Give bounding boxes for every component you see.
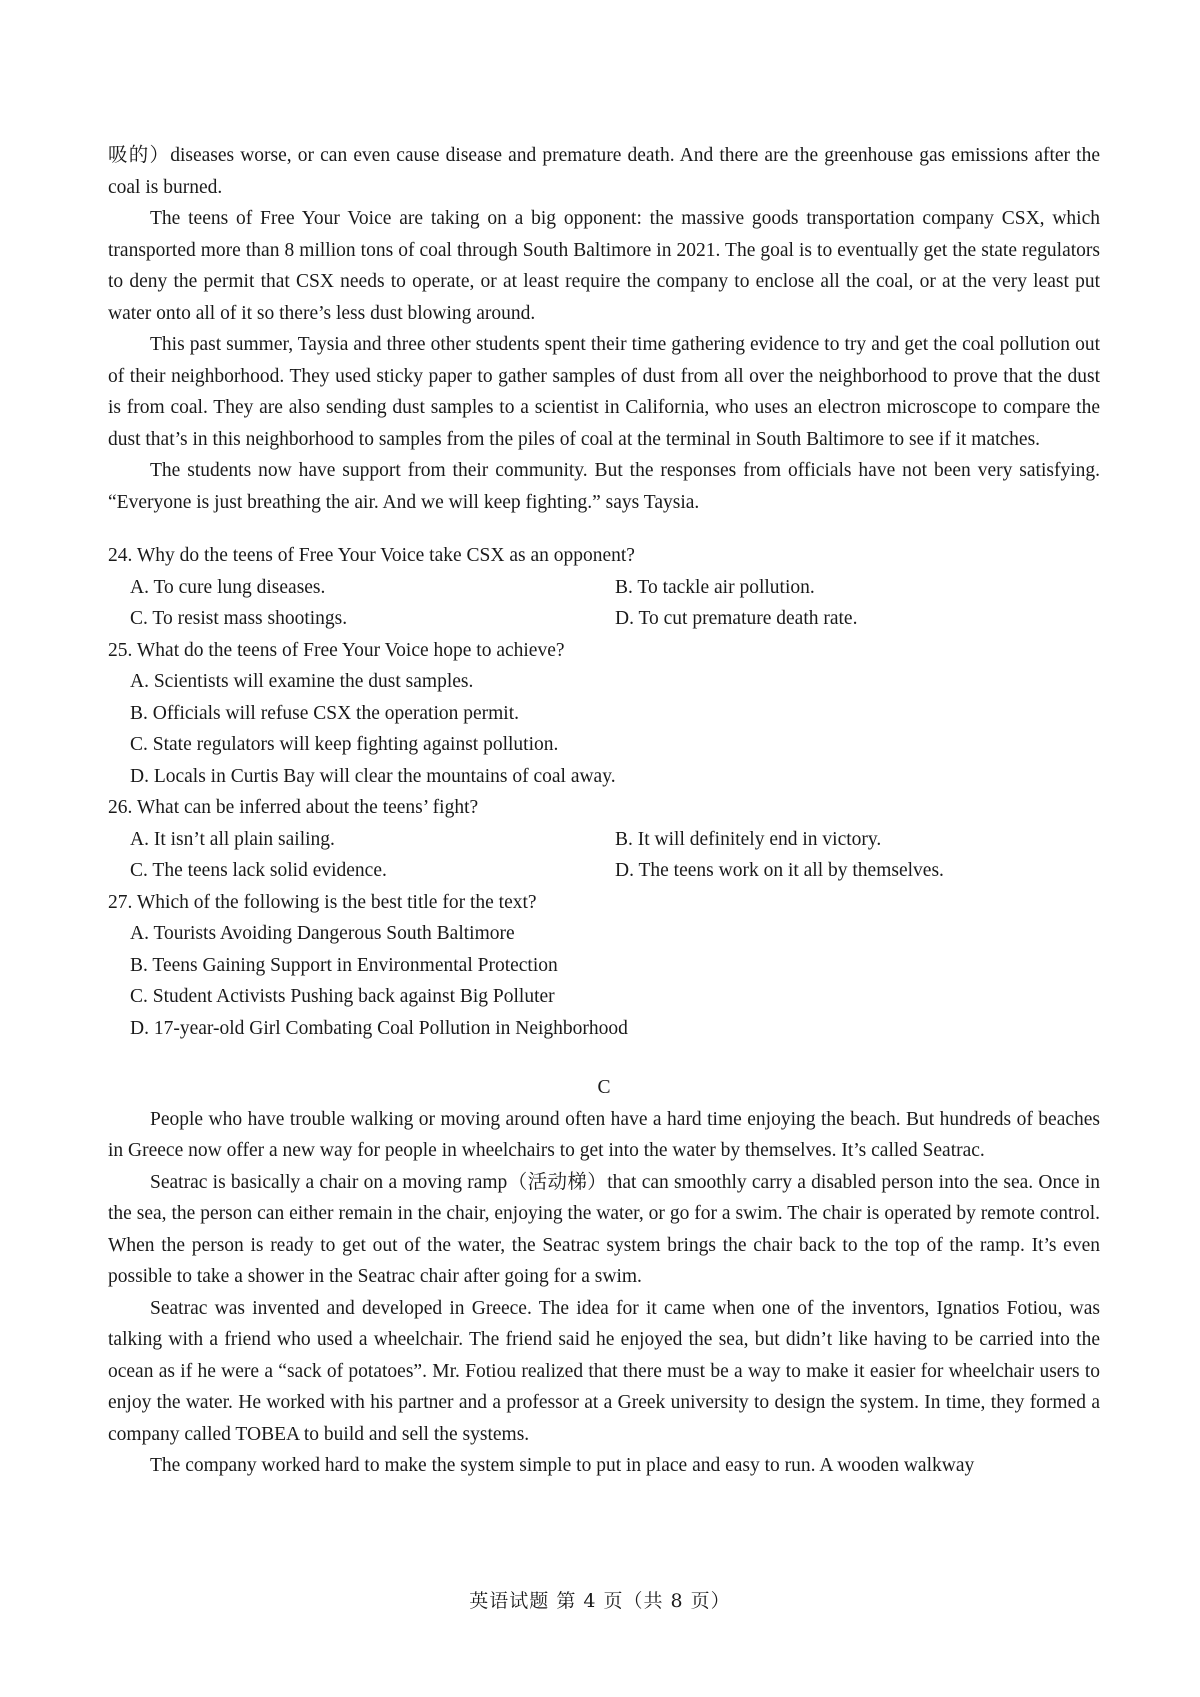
passage-b <box>108 140 1100 518</box>
question-24-option-a: A. To cure lung diseases. <box>130 576 326 598</box>
question-26-option-a: A. It isn’t all plain sailing. <box>130 828 335 850</box>
question-24-options-row-2 <box>108 603 1100 635</box>
question-27-option-a: A. Tourists Avoiding Dangerous South Baltimore <box>130 923 515 944</box>
question-26-option-d: D. The teens work on it all by themselves. <box>615 860 944 881</box>
question-24-option-b: B. To tackle air pollution. <box>615 576 815 598</box>
question-24-stem: 24. Why do the teens of Free Your Voice take CSX as an opponent? <box>108 545 635 566</box>
question-26-option-c: C. The teens lack solid evidence. <box>130 860 387 881</box>
question-24-option-c: C. To resist mass shootings. <box>130 608 348 629</box>
passage-c <box>108 1104 1100 1482</box>
passage-b-paragraph-4: The students now have support from their community. But the responses from officials have not been very satisfying. “Everyone is just breathing the air. And we will keep fighting.” says Taysia. <box>108 460 1100 513</box>
question-26-option-b: B. It will definitely end in victory. <box>615 828 882 850</box>
passage-c-paragraph-3: Seatrac was invented and developed in Greece. The idea for it came when one of the inventors, Ignatios Fotiou, was talking with a friend who used a wheelchair. The friend said he enjoyed the sea, but didn’t like having to be carried into the ocean as if he were a “sack of potatoes”. Mr. Fotiou realized that there must be a way to make it easier for wheelchair users to enjoy the water. He worked with his partner and a professor at a Greek university to design the system. In time, they formed a company called TOBEA to build and sell the systems. <box>108 1297 1100 1445</box>
passage-b-paragraph-3: This past summer, Taysia and three other students spent their time gathering evidence to try and get the coal pollution out of their neighborhood. They used sticky paper to gather samples of dust from all over the neighborhood to prove that the dust is from coal. They are also sending dust samples to a scientist in California, who uses an electron microscope to compare the dust that’s in this neighborhood to samples from the piles of coal at the terminal in South Baltimore to see if it matches. <box>108 334 1100 450</box>
question-26-options-row-2 <box>108 855 1100 887</box>
question-27-option-c: C. Student Activists Pushing back against Big Polluter <box>130 986 555 1007</box>
question-26-options-row-1 <box>108 824 1100 856</box>
page-footer: 英语试题 第 4 页（共 8 页） <box>469 1590 731 1612</box>
passage-c-paragraph-1: People who have trouble walking or moving around often have a hard time enjoying the beach. But hundreds of beaches in Greece now offer a new way for people in wheelchairs to get into the water by themselves. It’s called Seatrac. <box>108 1108 1100 1161</box>
section-heading-c: C <box>597 1077 611 1098</box>
question-25-option-b: B. Officials will refuse CSX the operation permit. <box>130 702 520 724</box>
question-26-stem: 26. What can be inferred about the teens’ fight? <box>108 797 479 818</box>
question-25-stem: 25. What do the teens of Free Your Voice hope to achieve? <box>108 639 565 661</box>
question-27-option-d: D. 17-year-old Girl Combating Coal Pollution in Neighborhood <box>130 1017 628 1039</box>
question-25-option-c: C. State regulators will keep fighting against pollution. <box>130 734 559 755</box>
passage-b-paragraph-1: 吸的）diseases worse, or can even cause disease and premature death. And there are the greenhouse gas emissions after the coal is burned. <box>108 145 1100 198</box>
question-24-option-d: D. To cut premature death rate. <box>615 608 858 629</box>
passage-c-paragraph-4: The company worked hard to make the system simple to put in place and easy to run. A wooden walkway <box>150 1455 975 1476</box>
question-25-option-d: D. Locals in Curtis Bay will clear the mountains of coal away. <box>130 765 616 787</box>
question-25-option-a: A. Scientists will examine the dust samples. <box>130 671 474 692</box>
passage-c-paragraph-2: Seatrac is basically a chair on a moving ramp（活动梯）that can smoothly carry a disabled person into the sea. Once in the sea, the person can either remain in the chair, enjoying the water, or go for a swim. The chair is operated by remote control. When the person is ready to get out of the water, the Seatrac system brings the chair back to the top of the ramp. It’s even possible to take a shower in the Seatrac chair after going for a swim. <box>108 1171 1100 1287</box>
question-27-option-b: B. Teens Gaining Support in Environmental Protection <box>130 954 558 976</box>
question-list <box>108 540 1100 1044</box>
document-page <box>108 140 1100 1482</box>
question-27-stem: 27. Which of the following is the best title for the text? <box>108 891 537 913</box>
question-24-options-row-1 <box>108 572 1100 604</box>
passage-b-paragraph-2: The teens of Free Your Voice are taking on a big opponent: the massive goods transportation company CSX, which transported more than 8 million tons of coal through South Baltimore in 2021. The goal is to eventually get the state regulators to deny the permit that CSX needs to operate, or at least require the company to enclose all the coal, or at the very least put water onto all of it so there’s less dust blowing around. <box>108 208 1100 324</box>
